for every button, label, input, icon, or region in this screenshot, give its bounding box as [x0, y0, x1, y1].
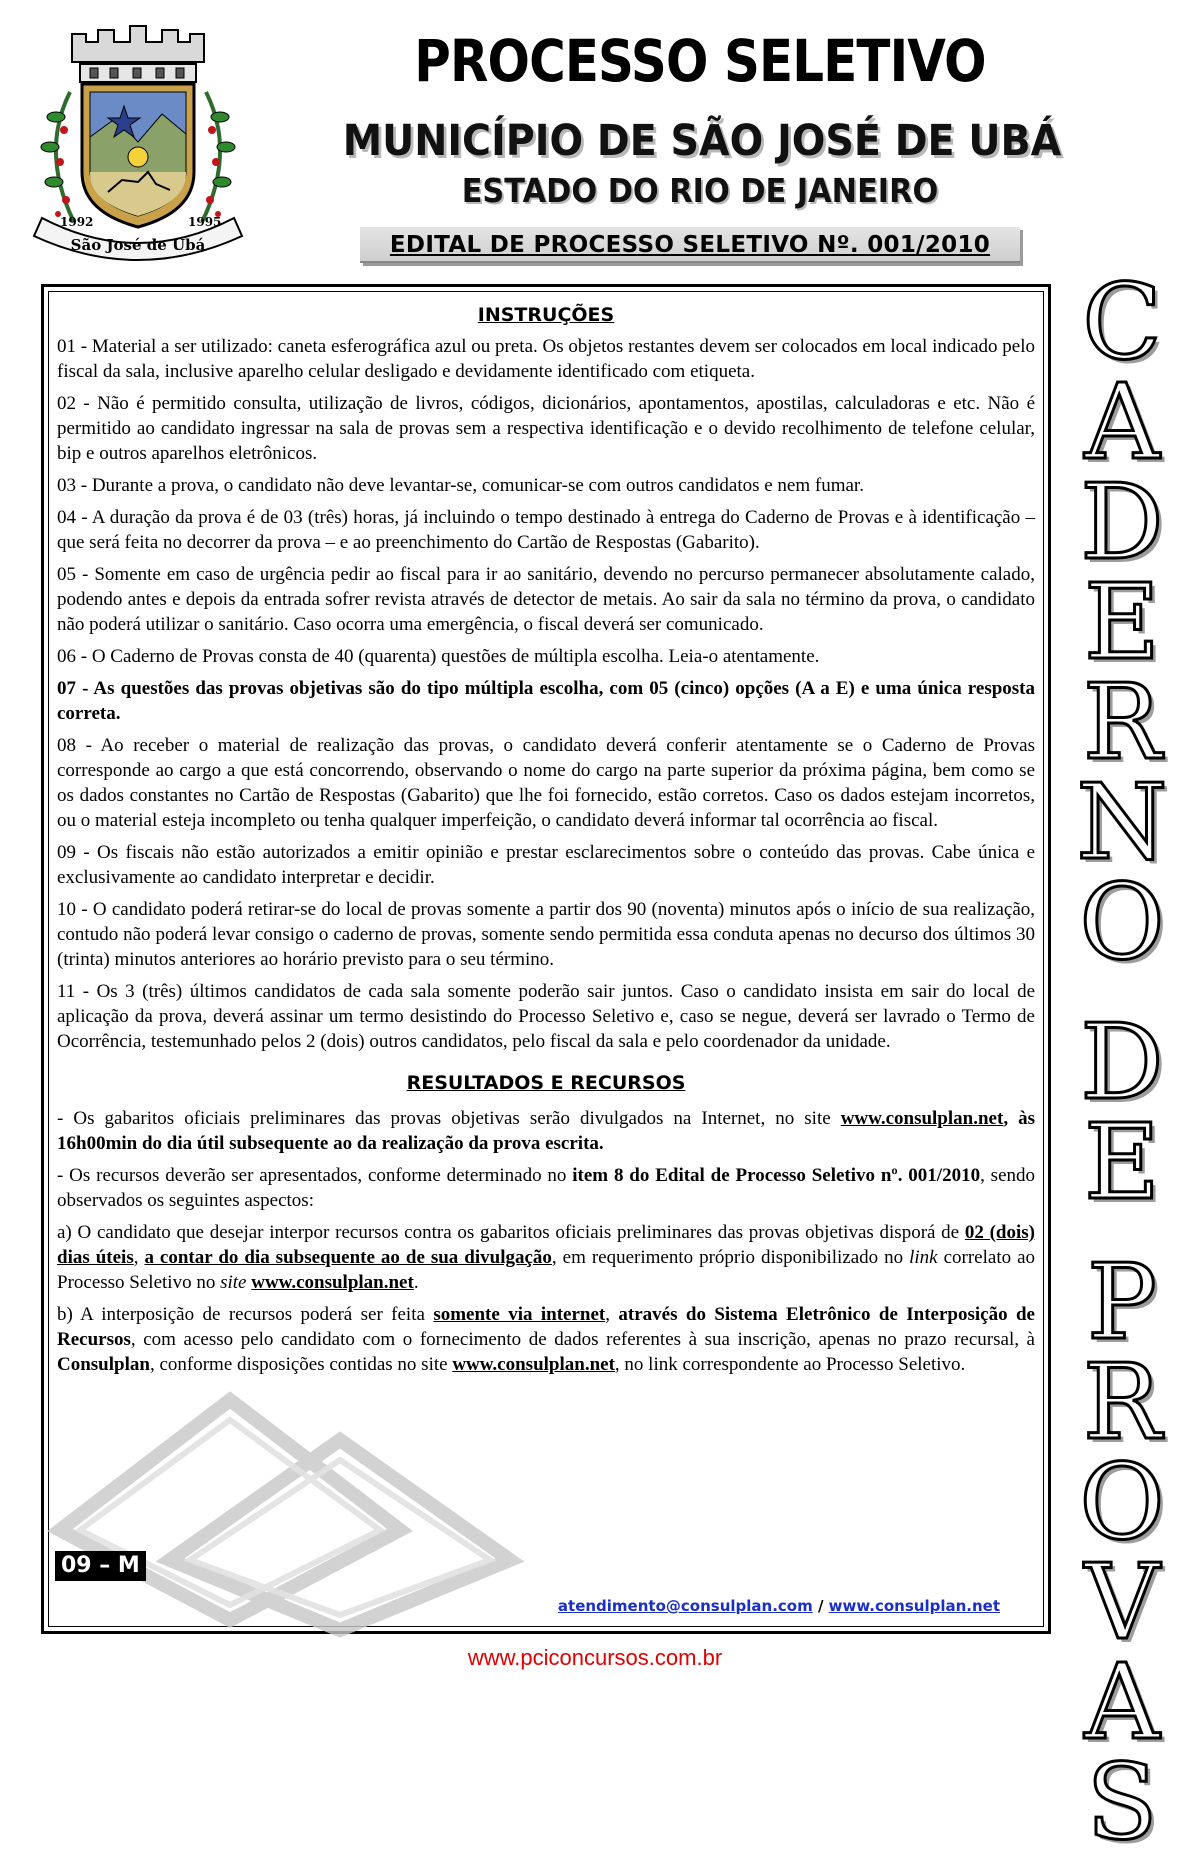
text-run: a) O candidato que desejar interpor recursos contra os gabaritos oficiais preliminares das provas objetivas disporá de	[57, 1222, 965, 1243]
text-run: , com acesso pelo candidato com o fornecimento de dados referentes à sua inscrição, apenas no prazo recursal, à	[130, 1329, 1035, 1350]
text-run: correlato ao Processo Seletivo no	[57, 1247, 1036, 1293]
results-paragraph-2	[57, 1163, 1035, 1213]
municipality-title: MUNICÍPIO DE SÃO JOSÉ DE UBÁ	[342, 116, 1062, 166]
website-link[interactable]: www.consulplan.net	[828, 1597, 1000, 1615]
instruction-item: 01 - Material a ser utilizado: caneta esferográfica azul ou preta. Os objetos restantes devem ser colocados em local indicado pelo fiscal da sala, inclusive aparelho celular desligado e devidamente identificado com etiqueta.	[57, 336, 1035, 382]
text-run: ,	[133, 1247, 145, 1268]
crest-year-left: 1992	[60, 215, 94, 229]
footer-source-url[interactable]: www.pciconcursos.com.br	[467, 1645, 723, 1670]
vertical-letter: R	[1082, 661, 1162, 783]
text-run: b) A interposição de recursos poderá ser feita	[57, 1304, 434, 1325]
vertical-letter: E	[1084, 1101, 1160, 1223]
results-paragraph-4	[57, 1302, 1035, 1377]
vertical-title	[1062, 261, 1182, 1863]
instructions-heading: INSTRUÇÕES	[477, 304, 615, 326]
instruction-item: 05 - Somente em caso de urgência pedir ao fiscal para ir ao sanitário, devendo no percurso permanecer absolutamente calado, podendo antes e depois da entrada sofrer revista através de detector de metais. Ao sair da sala no término da prova, o candidato não poderá utilizar o sanitário. Caso ocorra uma emergência, o fiscal deverá ser comunicado.	[57, 564, 1035, 635]
text-run: .	[413, 1272, 419, 1293]
shield-icon	[82, 84, 194, 227]
vertical-letter: P	[1087, 1241, 1157, 1363]
text-run-bold: Consulplan	[57, 1354, 150, 1375]
vertical-letter: O	[1079, 1441, 1165, 1563]
text-run: , conforme disposições contidas no site	[149, 1354, 453, 1375]
instruction-item: 09 - Os fiscais não estão autorizados a emitir opinião e prestar esclarecimentos sobre o conteúdo das provas. Cabe única e exclusivamente ao candidato interpretar e decidir.	[57, 842, 1035, 888]
text-run-bold: 02 (dois) dias úteis	[57, 1222, 1035, 1268]
consulplan-link[interactable]: www.consulplan.net	[251, 1272, 414, 1293]
instruction-item-bold	[57, 676, 1035, 726]
vertical-letter: D	[1080, 461, 1164, 583]
contact-separator: /	[812, 1597, 829, 1615]
email-link[interactable]: atendimento@consulplan.com	[557, 1597, 813, 1615]
vertical-letter: A	[1084, 1641, 1160, 1763]
text-run: , às 16h00min do dia útil subsequente ao da realização da prova escrita.	[57, 1108, 1035, 1154]
vertical-letter: C	[1082, 261, 1162, 383]
instruction-item: 06 - O Caderno de Provas consta de 40 (quarenta) questões de múltipla escolha. Leia-o atentamente.	[57, 646, 820, 667]
results-heading: RESULTADOS E RECURSOS	[406, 1072, 686, 1094]
results-paragraph-3	[57, 1220, 1035, 1295]
text-run: , sendo observados os seguintes aspectos:	[57, 1165, 1036, 1211]
contact-links	[480, 1597, 1000, 1615]
text-run-italic: site	[220, 1272, 247, 1293]
vertical-letter: D	[1080, 1001, 1164, 1123]
text-run-bold: somente via internet	[433, 1304, 606, 1325]
vertical-letter: A	[1084, 361, 1160, 483]
vertical-letter: E	[1084, 561, 1160, 683]
crest-banner-text: São José de Ubá	[70, 236, 206, 254]
instruction-item: 02 - Não é permitido consulta, utilização de livros, códigos, dicionários, apontamentos, apostilas, calculadoras e etc. Não é permitido ao candidato ingressar na sala de provas sem a respectiva identificação e o devido recolhimento de telefone celular, bip e outros aparelhos eletrônicos.	[57, 393, 1035, 464]
text-run: , em requerimento próprio disponibilizado no	[551, 1247, 910, 1268]
text-run: - Os gabaritos oficiais preliminares das provas objetivas serão divulgados na Internet, no site	[57, 1108, 841, 1129]
instruction-item: 08 - Ao receber o material de realização das provas, o candidato deverá conferir atentamente se o Caderno de Provas corresponde ao cargo a que está concorrendo, observando o nome do cargo na parte superior da próxima página, bem como se os dados constantes no Cartão de Respostas (Gabarito) que lhe foi fornecido, estão corretos. Caso os dados estejam incorretos, ou o material esteja incompleto ou tenha qualquer imperfeição, o candidato deverá informar tal ocorrência ao fiscal.	[57, 735, 1035, 831]
text-run-italic: link	[909, 1247, 938, 1268]
instruction-item: 03 - Durante a prova, o candidato não deve levantar-se, comunicar-se com outros candidatos e nem fumar.	[57, 475, 864, 496]
instructions-content	[57, 302, 1035, 1384]
vertical-letter: R	[1082, 1341, 1162, 1463]
results-paragraph-1	[57, 1106, 1035, 1156]
vertical-letter: N	[1076, 761, 1168, 883]
consulplan-link[interactable]: www.consulplan.net	[840, 1108, 1004, 1129]
vertical-letter: V	[1084, 1541, 1160, 1663]
vertical-letter: S	[1086, 1741, 1158, 1863]
text-run: - Os recursos deverão ser apresentados, conforme determinado no	[57, 1165, 573, 1186]
state-title: ESTADO DO RIO DE JANEIRO	[461, 171, 939, 210]
municipal-crest-emblem	[20, 22, 255, 262]
instruction-item: 04 - A duração da prova é de 03 (três) horas, já incluindo o tempo destinado à entrega do Caderno de Provas e à identificação – que será feita no decorrer da prova – e ao preenchimento do Cartão de Respostas (Gabarito).	[57, 507, 1035, 553]
page-title: PROCESSO SELETIVO	[414, 27, 986, 95]
instruction-item: 10 - O candidato poderá retirar-se do local de provas somente a partir dos 90 (noventa) minutos após o início de sua realização, contudo não poderá levar consigo o caderno de provas, somente sendo permitida essa conduta apenas no decurso dos últimos 30 (trinta) minutos anteriores ao horário previsto para o seu término.	[57, 899, 1035, 970]
exam-code-badge: 09 – M	[55, 1551, 146, 1581]
text-run: , no link correspondente ao Processo Seletivo.	[614, 1354, 966, 1375]
crest-year-right: 1995	[188, 215, 222, 229]
vertical-letter: O	[1079, 861, 1165, 983]
edital-text: EDITAL DE PROCESSO SELETIVO Nº. 001/2010	[389, 232, 991, 258]
text-run-bold: a contar do dia subsequente ao de sua divulgação	[144, 1247, 552, 1268]
instruction-item: 11 - Os 3 (três) últimos candidatos de cada sala somente poderão sair juntos. Caso o candidato insista em sair do local de aplicação da prova, deverá assinar um termo desistindo do Processo Seletivo e, caso se negue, deverá ser lavrado o Termo de Ocorrência, testemunhado pelos 2 (dois) outros candidatos, pelo fiscal da sala e pelo coordenador da unidade.	[57, 981, 1035, 1052]
mural-crown-icon	[72, 26, 204, 82]
instruction-item-bold-text: 07 - As questões das provas objetivas são do tipo múltipla escolha, com 05 (cinco) opções (A a E) e uma única resposta correta.	[57, 678, 1035, 724]
text-run-bold: item 8 do Edital de Processo Seletivo nº. 001/2010	[572, 1165, 981, 1186]
consulplan-link[interactable]: www.consulplan.net	[452, 1354, 615, 1375]
text-run-bold: através do Sistema Eletrônico de Interposição de Recursos	[57, 1304, 1035, 1350]
text-run: ,	[605, 1304, 619, 1325]
edital-banner	[360, 227, 1020, 263]
